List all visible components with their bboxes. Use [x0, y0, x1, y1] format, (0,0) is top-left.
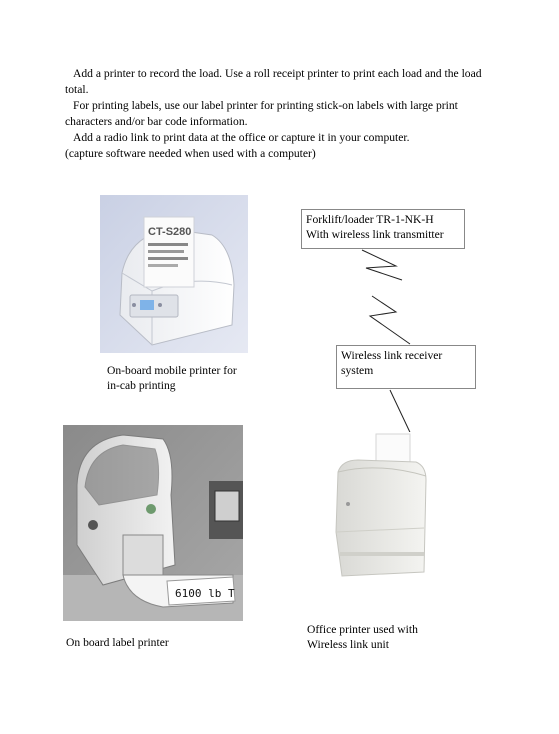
- office-printer-photo: [328, 432, 434, 582]
- receipt-printer-caption-line-2: in-cab printing: [107, 379, 176, 392]
- label-printer-caption: On board label printer: [66, 636, 169, 649]
- receiver-box: [336, 345, 476, 389]
- transmitter-box-line-1: Forklift/loader TR-1-NK-H: [306, 213, 434, 226]
- receipt-printer-model-label: [148, 226, 191, 238]
- intro-paragraph-1: Add a printer to record the load. Use a roll receipt printer to print each load and the load total.: [65, 67, 482, 96]
- wireless-signal-icon-2: [366, 294, 416, 346]
- receiver-box-line-1: Wireless link receiver: [341, 349, 443, 362]
- svg-text:CT-S280: CT-S280: [148, 226, 192, 238]
- label-printer-photo: [63, 425, 243, 621]
- receipt-printer-caption: [107, 363, 237, 393]
- office-printer-caption-line-2: Wireless link unit: [307, 638, 389, 651]
- intro-text: [65, 66, 495, 162]
- office-printer-caption: [307, 622, 418, 652]
- svg-text:6100 lb T: 6100 lb T: [175, 587, 235, 600]
- receipt-printer-caption-line-1: On-board mobile printer for: [107, 364, 237, 377]
- transmitter-box-line-2: With wireless link transmitter: [306, 228, 444, 241]
- transmitter-box: [301, 209, 465, 249]
- label-printer-label-text: [175, 587, 235, 600]
- intro-paragraph-3: Add a radio link to print data at the office or capture it in your computer.: [73, 131, 410, 144]
- receipt-printer-photo: [100, 195, 248, 353]
- office-printer-caption-line-1: Office printer used with: [307, 623, 418, 636]
- intro-paragraph-2: For printing labels, use our label printer for printing stick-on labels with large print characters and/or bar code information.: [65, 99, 458, 128]
- receiver-box-line-2: system: [341, 364, 374, 377]
- intro-paragraph-4: (capture software needed when used with a computer): [65, 147, 316, 160]
- wireless-signal-icon-1: [360, 248, 410, 282]
